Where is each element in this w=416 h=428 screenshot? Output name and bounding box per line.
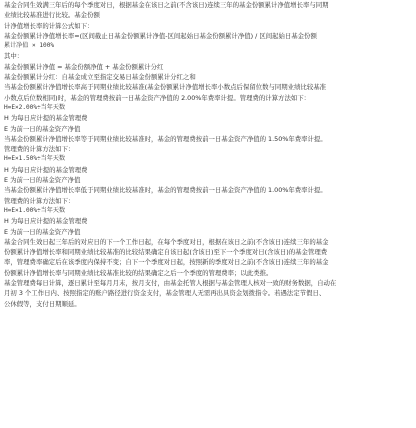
payment-rule-line-2: 月初 3 个工作日内、按照指定的账户路径进行资金支付，基金管理人无需再出具资金划拨指令。若遇法定节假日、 <box>4 289 326 298</box>
mid-rate-condition-line-2: 管理费的计算方法如下： <box>4 145 75 154</box>
payment-rule-line-1: 基金管理费每日计算，逐日累计至每月月末，按月支付，由基金托管人根据与基金管理人核对一致的财务数据，自动在 <box>4 279 337 288</box>
intro-line-3: 计净值增长率的计算公式如下： <box>4 21 94 30</box>
adjustment-rule-line-1: 基金合同生效日起三年后的对应日的下一个工作日起，在每个季度对日，根据在该日之前(不含该日)连续三年的基金 <box>4 237 329 246</box>
cumulative-dividend-definition: 基金份额累计分红：自基金成立至指定交易日基金份额累计分红之和 <box>4 73 196 82</box>
high-rate-condition-line-1: 当基金份额累计净值增长率高于同期业绩比较基准(基金份额累计净值增长率小数点后保留位数与同期业绩比较基准 <box>4 83 327 92</box>
cumulative-nav-definition: 基金份额累计净值 = 基金份额净值 + 基金份额累计分红 <box>4 62 164 71</box>
low-rate-e-definition: E 为前一日的基金资产净值 <box>4 227 81 236</box>
low-rate-h-definition: H 为每日应计提的基金管理费 <box>4 217 88 226</box>
high-rate-h-definition: H 为每日应计提的基金管理费 <box>4 114 88 123</box>
where-label: 其中： <box>4 52 24 61</box>
mid-rate-formula: H=E×1.50%÷当年天数 <box>4 155 66 163</box>
low-rate-condition-line-2: 管理费的计算方法如下： <box>4 196 75 205</box>
mid-rate-e-definition: E 为前一日的基金资产净值 <box>4 176 81 185</box>
high-rate-e-definition: E 为前一日的基金资产净值 <box>4 124 81 133</box>
high-rate-formula: H=E×2.00%÷当年天数 <box>4 103 66 111</box>
growth-formula-line-2: 累计净值 × 100% <box>4 42 55 50</box>
intro-line-1: 基金合同生效满三年后的每个季度对日，根据基金在该日之前(不含该日)连续三年的基金份额累计净值增长率与同期 <box>4 1 329 9</box>
adjustment-rule-line-2: 份额累计净值增长率和同期业绩比较基准的比较结果确定自该日起(含该日)至下一个季度对日(含该日)的基金管理费 <box>4 248 328 257</box>
growth-formula-line-1: 基金份额累计净值增长率=(区间截止日基金份额累计净值-区间起始日基金份额累计净值) / 区间起始日基金份额 <box>4 31 317 40</box>
adjustment-rule-line-3: 率，管理费率确定后在该季度内保持不变；自下一个季度对日起，按照新的季度对日之前(不含该日)连续三年的基金 <box>4 258 329 267</box>
mid-rate-h-definition: H 为每日应计提的基金管理费 <box>4 165 88 174</box>
intro-line-2: 业绩比较基准进行比较。基金份额 <box>4 11 100 20</box>
low-rate-formula: H=E×1.00%÷当年天数 <box>4 206 66 214</box>
adjustment-rule-line-4: 份额累计净值增长率与同期业绩比较基准比较的结果确定之后一个季度的管理费率；以此类推。 <box>4 268 273 277</box>
high-rate-condition-line-2: 小数点后位数相同)时，基金的管理费按前一日基金资产净值的 2.00%年费率计提。管理费的计算方法如下： <box>4 93 311 102</box>
payment-rule-line-3: 公休假等，支付日期顺延。 <box>4 299 81 308</box>
low-rate-condition-line-1: 当基金份额累计净值增长率低于同期业绩比较基准时，基金的管理费按前一日基金资产净值的 1.00%年费率计提。 <box>4 186 327 195</box>
mid-rate-condition-line-1: 当基金份额累计净值增长率等于同期业绩比较基准时，基金的管理费按前一日基金资产净值的 1.50%年费率计提。 <box>4 134 327 143</box>
